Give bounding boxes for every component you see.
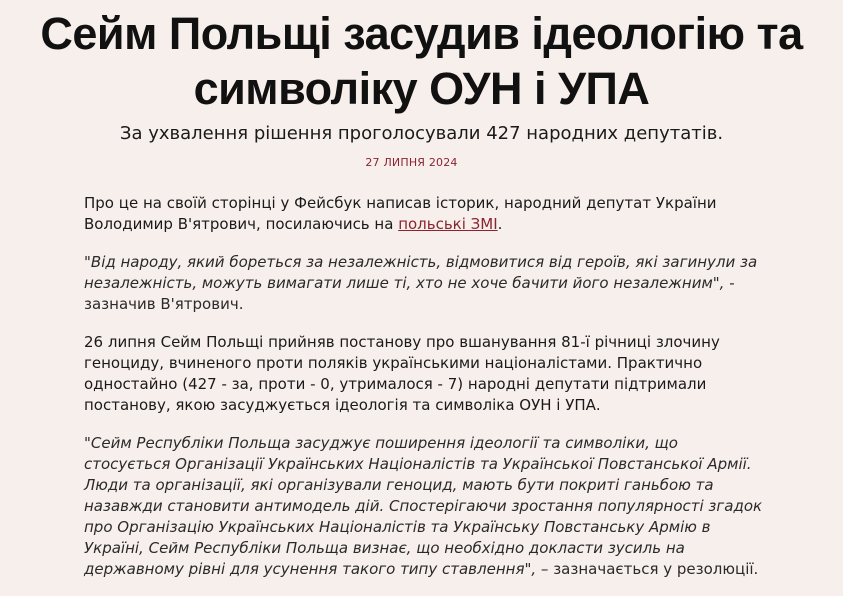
quote-vyatrovych xyxy=(84,252,764,315)
paragraph-resolution: 26 липня Сейм Польщі прийняв постанову про вшанування 81-ї річниці злочину геноциду, вчиненого проти поляків українськими націоналістами. Практично одностайно (427 - за, проти - 0, утрималося - 7) народні депутати підтримали постанову, якою засуджується ідеологія та символіка ОУН і УПА. xyxy=(84,333,720,414)
quote-vyatrovych-text: "Від народу, який бореться за незалежність, відмовитися від героїв, які загинули за незалежність, можуть вимагати лише ті, хто не хоче бачити його незалежним", xyxy=(84,253,758,292)
article-title-line2: символіку ОУН і УПА xyxy=(193,63,650,114)
polish-media-link[interactable]: польські ЗМІ xyxy=(398,215,498,233)
paragraph-source-text: Про це на своїй сторінці у Фейсбук написав історик, народний депутат України Володимир В'ятрович, посилаючись на xyxy=(84,194,717,233)
article-title-line1: Сейм Польщі засудив ідеологію та xyxy=(40,8,803,59)
quote-vyatrovych-attribution: - зазначив В'ятрович. xyxy=(84,274,735,313)
paragraph-source xyxy=(84,193,764,235)
quote-resolution-text: "Сейм Республіки Польща засуджує поширення ідеології та символіки, що стосується Організації Українських Націоналістів та Української Повстанської Армії. Люди та організації, які організували геноцид, мають бути покриті ганьбою та назавжди становити антимодель дій. Спостерігаючи зростання популярності згадок про Організацію Українських Націоналістів та Українську Повстанську Армію в Україні, Сейм Республіки Польща визнає, що необхідно докласти зусиль на державному рівні для усунення такого типу ставлення", xyxy=(84,434,763,578)
paragraph-source-end: . xyxy=(497,215,503,233)
quote-resolution-attribution: – зазначається у резолюції. xyxy=(536,560,759,578)
article-subtitle: За ухвалення рішення проголосували 427 народних депутатів. xyxy=(119,123,724,144)
article-date: 27 ЛИПНЯ 2024 xyxy=(365,156,458,169)
article-title xyxy=(0,6,843,116)
quote-resolution xyxy=(84,433,764,580)
article-body xyxy=(84,193,764,596)
